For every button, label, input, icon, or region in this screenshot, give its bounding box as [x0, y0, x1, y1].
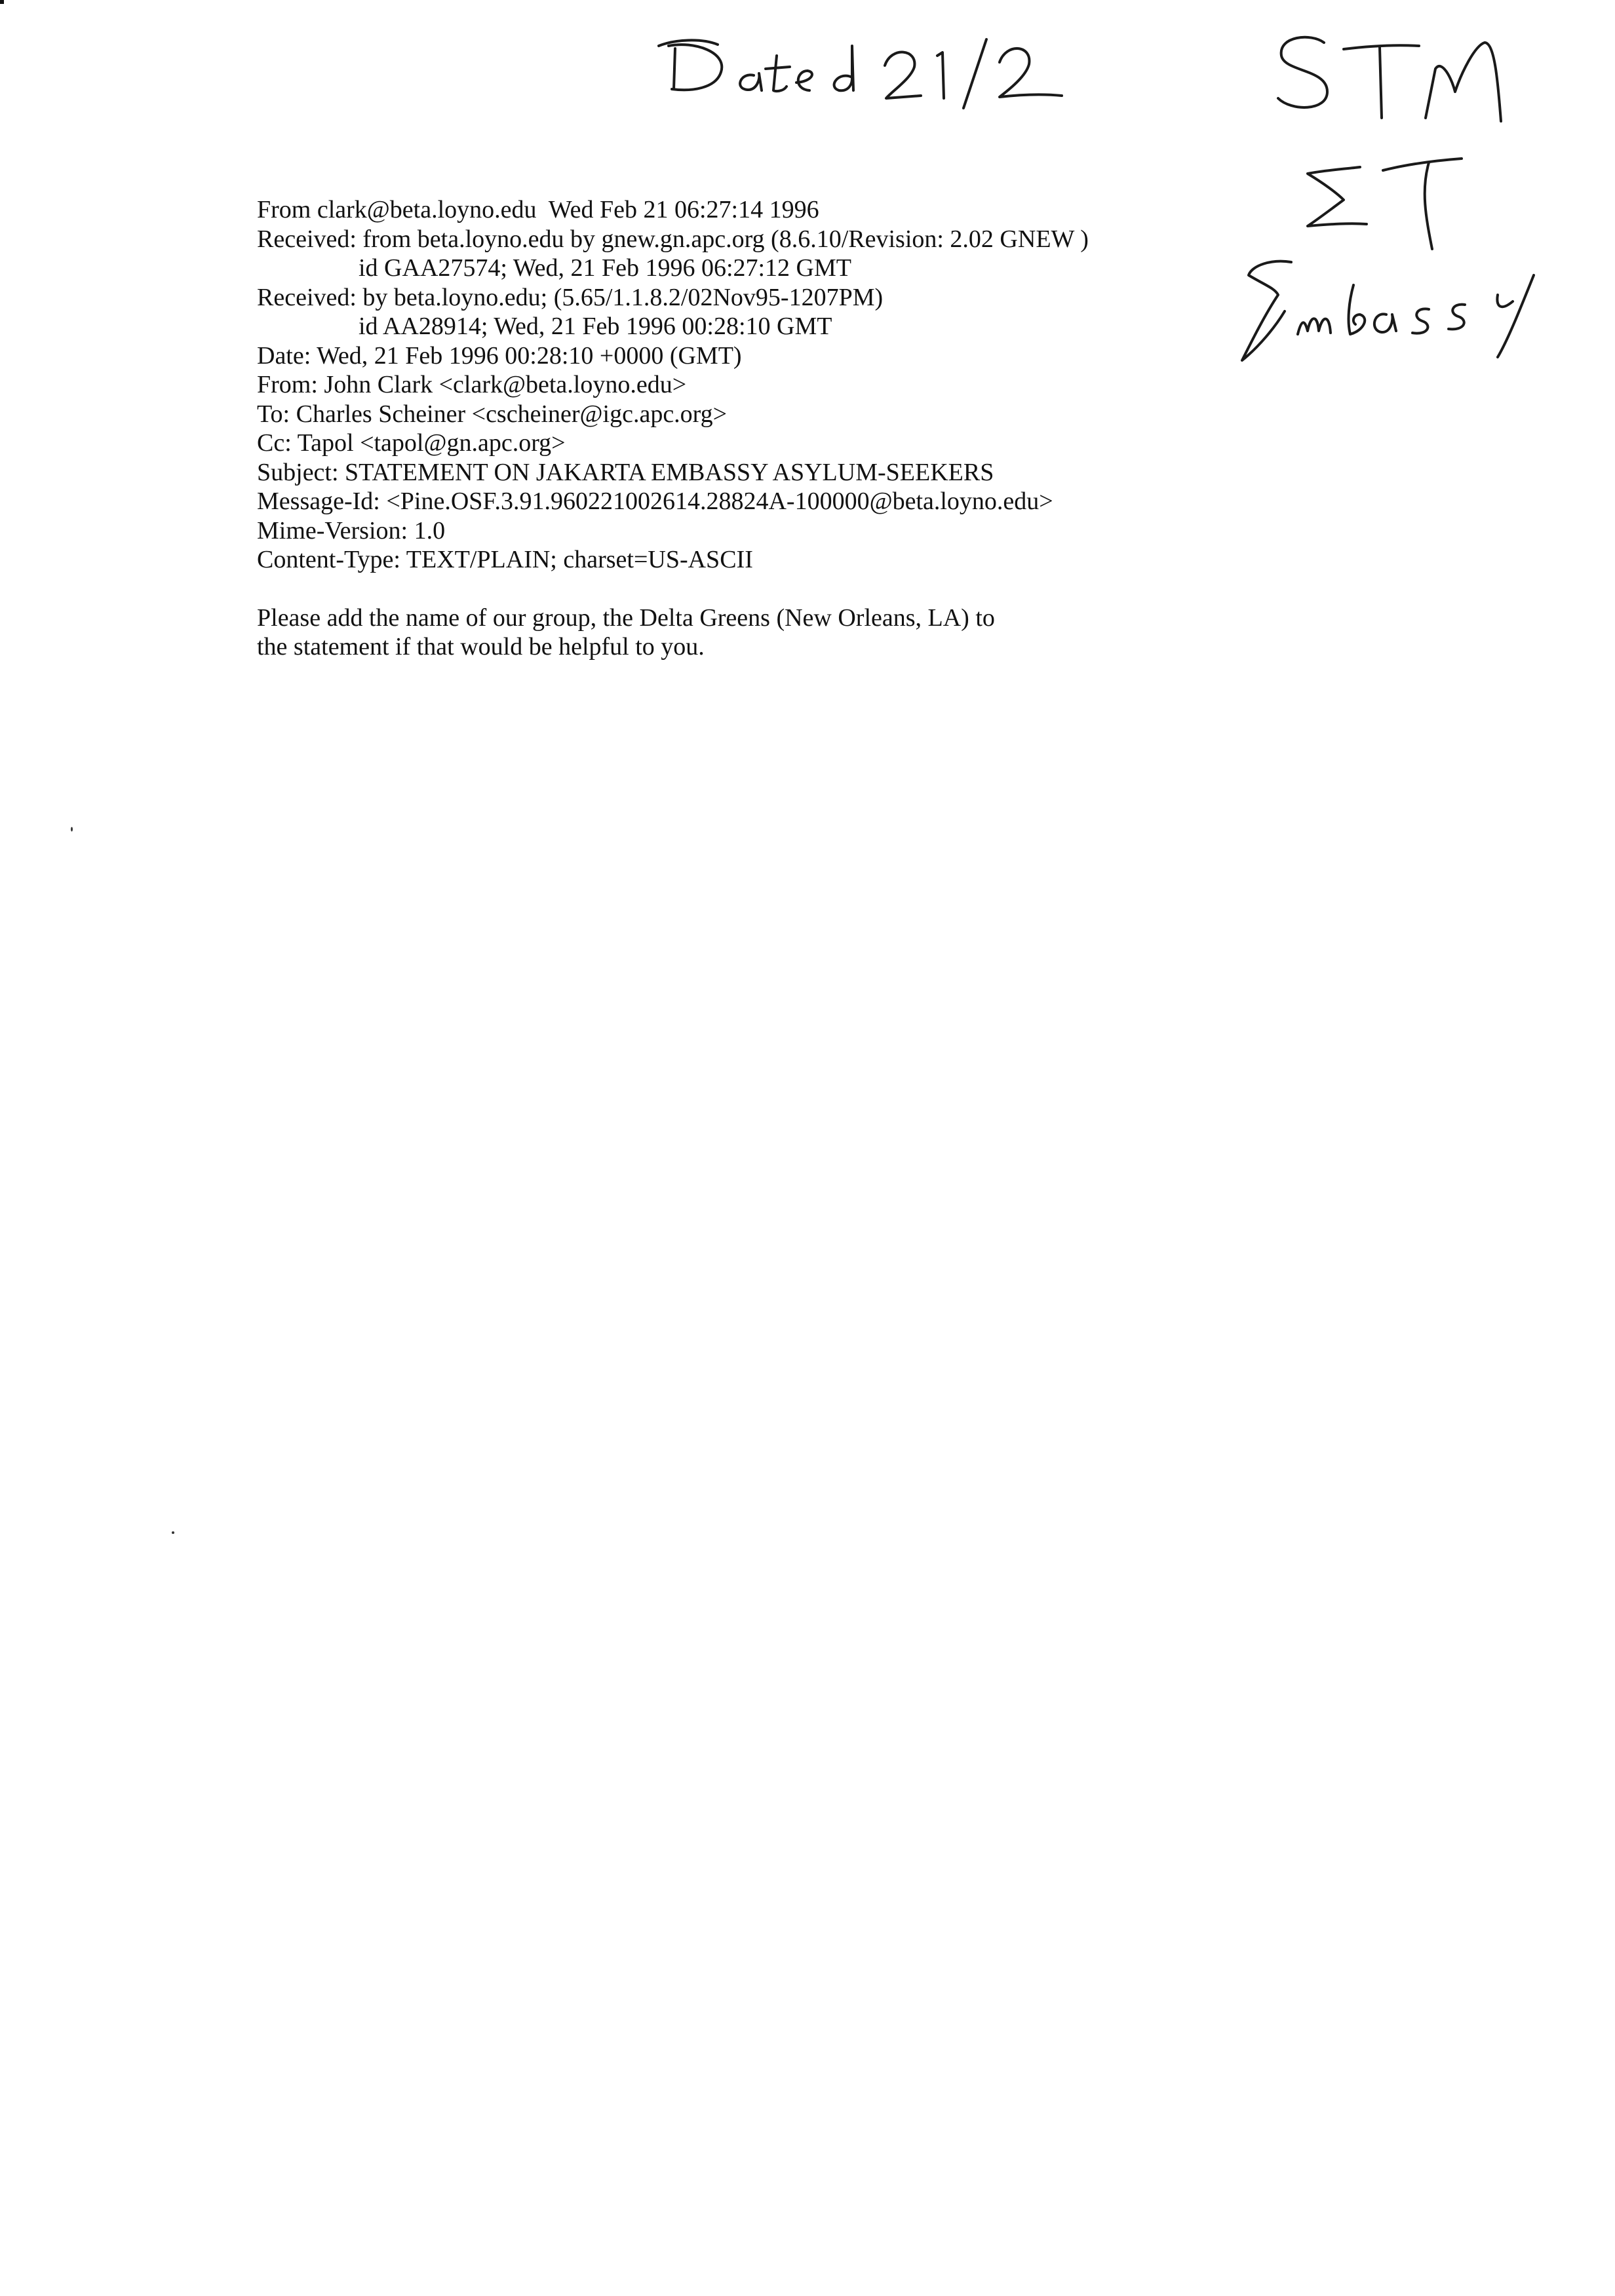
email-printout [257, 195, 1437, 662]
to-header: To: Charles Scheiner <cscheiner@igc.apc.org> [257, 400, 728, 428]
email-body [257, 603, 1437, 662]
content-type-header: Content-Type: TEXT/PLAIN; charset=US-ASCII [257, 546, 753, 573]
received-header-2-id: id AA28914; Wed, 21 Feb 1996 00:28:10 GMT [359, 313, 832, 340]
received-header-1: Received: from beta.loyno.edu by gnew.gn.apc.org (8.6.10/Revision: 2.02 GNEW ) [257, 225, 1089, 253]
body-line-1: Please add the name of our group, the Delta Greens (New Orleans, LA) to [257, 603, 995, 632]
date-header: Date: Wed, 21 Feb 1996 00:28:10 +0000 (GMT) [257, 341, 742, 370]
scan-speck [172, 1531, 174, 1534]
scan-speck [71, 827, 73, 832]
received-header-2: Received: by beta.loyno.edu; (5.65/1.1.8.2/02Nov95-1207PM) [257, 283, 884, 311]
from-header: From: John Clark <clark@beta.loyno.edu> [257, 371, 687, 398]
subject-header: Subject: STATEMENT ON JAKARTA EMBASSY ASYLUM-SEEKERS [257, 458, 994, 486]
mime-version-header: Mime-Version: 1.0 [257, 516, 446, 545]
received-header-1-id: id GAA27574; Wed, 21 Feb 1996 06:27:12 GMT [359, 254, 852, 282]
handwritten-stm-note [1265, 20, 1527, 131]
scan-corner-mark [0, 0, 4, 4]
envelope-from-line: From clark@beta.loyno.edu Wed Feb 21 06:27:14 1996 [257, 196, 819, 223]
cc-header: Cc: Tapol <tapol@gn.apc.org> [257, 429, 566, 457]
message-id-header: Message-Id: <Pine.OSF.3.91.960221002614.28824A-100000@beta.loyno.edu> [257, 488, 1053, 515]
handwritten-dated-note [655, 26, 1075, 111]
body-line-2: the statement if that would be helpful to you. [257, 633, 705, 660]
